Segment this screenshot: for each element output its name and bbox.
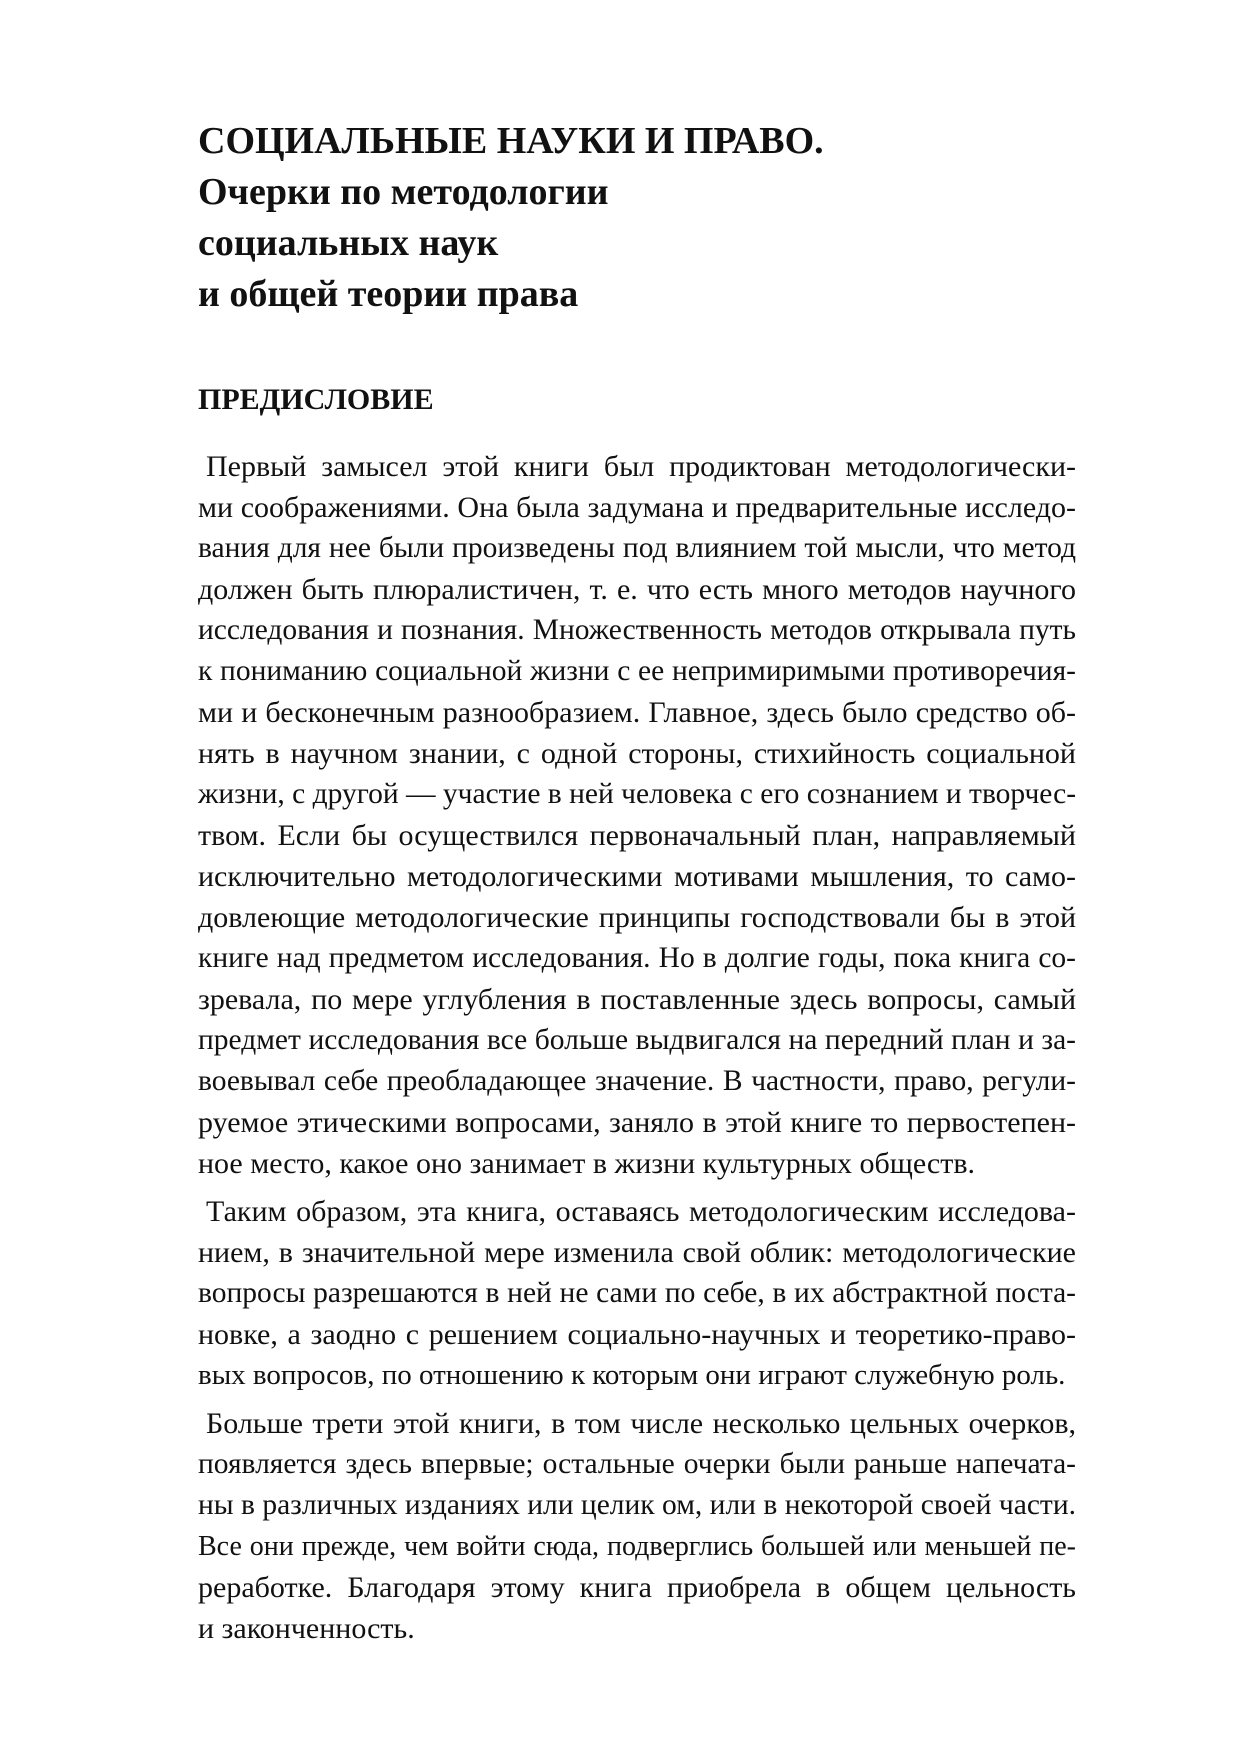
text-line: предмет исследования все больше выдвигался на передний план и за-	[198, 1024, 1076, 1056]
paragraph-3	[198, 1403, 1076, 1649]
text-line: исследования и познания. Множественность методов открывала путь	[198, 614, 1076, 646]
text-line: твом. Если бы осуществился первоначальный план, направляемый	[198, 819, 1076, 852]
text-line: вания для нее были произведены под влиянием той мысли, что метод	[198, 532, 1076, 564]
text-line: новке, а заодно с решением социально-научных и теоретико-право-	[198, 1318, 1076, 1351]
section-heading: ПРЕДИСЛОВИЕ	[198, 383, 434, 416]
paragraph-2	[198, 1191, 1076, 1396]
text-line: и законченность.	[198, 1612, 415, 1645]
title-line: и общей теории права	[198, 273, 579, 315]
text-line: должен быть плюралистичен, т. е. что есть много методов научного	[198, 573, 1076, 606]
text-line: воевывал себе преобладающее значение. В частности, право, регули-	[198, 1065, 1076, 1097]
text-line: вых вопросов, по отношению к которым они играют служебную роль.	[198, 1359, 1066, 1391]
text-line: реработке. Благодаря этому книга приобрела в общем цельность	[198, 1571, 1076, 1604]
body-text	[198, 446, 1076, 1656]
text-line: появляется здесь впервые; остальные очерки были раньше напечата-	[198, 1448, 1076, 1480]
text-line: нять в научном знании, с одной стороны, стихийность социальной	[198, 737, 1076, 770]
text-line: довлеющие методологические принципы господствовали бы в этой	[198, 901, 1076, 934]
title-line: Очерки по методологии	[198, 171, 609, 213]
text-line: зревала, по мере углубления в поставленные здесь вопросы, самый	[198, 983, 1076, 1016]
text-line: руемое этическими вопросами, заняло в этой книге то первостепен-	[198, 1106, 1076, 1139]
text-line: ми и бесконечным разнообразием. Главное, здесь было средство об-	[198, 696, 1076, 729]
text-line: к пониманию социальной жизни с ее непримиримыми противоречия-	[198, 655, 1076, 687]
paragraph-1	[198, 446, 1076, 1184]
text-line: Таким образом, эта книга, оставаясь методологическим исследова-	[206, 1195, 1076, 1228]
text-line: вопросы разрешаются в ней не сами по себе, в их абстрактной поста-	[198, 1277, 1076, 1309]
text-line: исключительно методологическими мотивами мышления, то само-	[198, 860, 1076, 893]
text-line: ны в различных изданиях или целик ом, или в некоторой своей части.	[198, 1489, 1076, 1521]
text-line: ми соображениями. Она была задумана и предварительные исследо-	[198, 491, 1076, 524]
text-line: жизни, с другой — участие в ней человека с его сознанием и творчес-	[198, 778, 1077, 810]
book-title	[198, 116, 1098, 320]
text-line: Больше трети этой книги, в том числе несколько цельных очерков,	[206, 1407, 1076, 1440]
title-line: социальных наук	[198, 222, 499, 264]
text-line: книге над предметом исследования. Но в долгие годы, пока книга со-	[198, 942, 1076, 974]
text-line: Первый замысел этой книги был продиктован методологически-	[206, 450, 1076, 483]
text-line: Все они прежде, чем войти сюда, подверглись большей или меньшей пе-	[198, 1531, 1076, 1562]
text-line: ное место, какое оно занимает в жизни культурных обществ.	[198, 1147, 976, 1180]
title-line: СОЦИАЛЬНЫЕ НАУКИ И ПРАВО.	[198, 120, 824, 162]
text-line: нием, в значительной мере изменила свой облик: методологические	[198, 1236, 1076, 1269]
